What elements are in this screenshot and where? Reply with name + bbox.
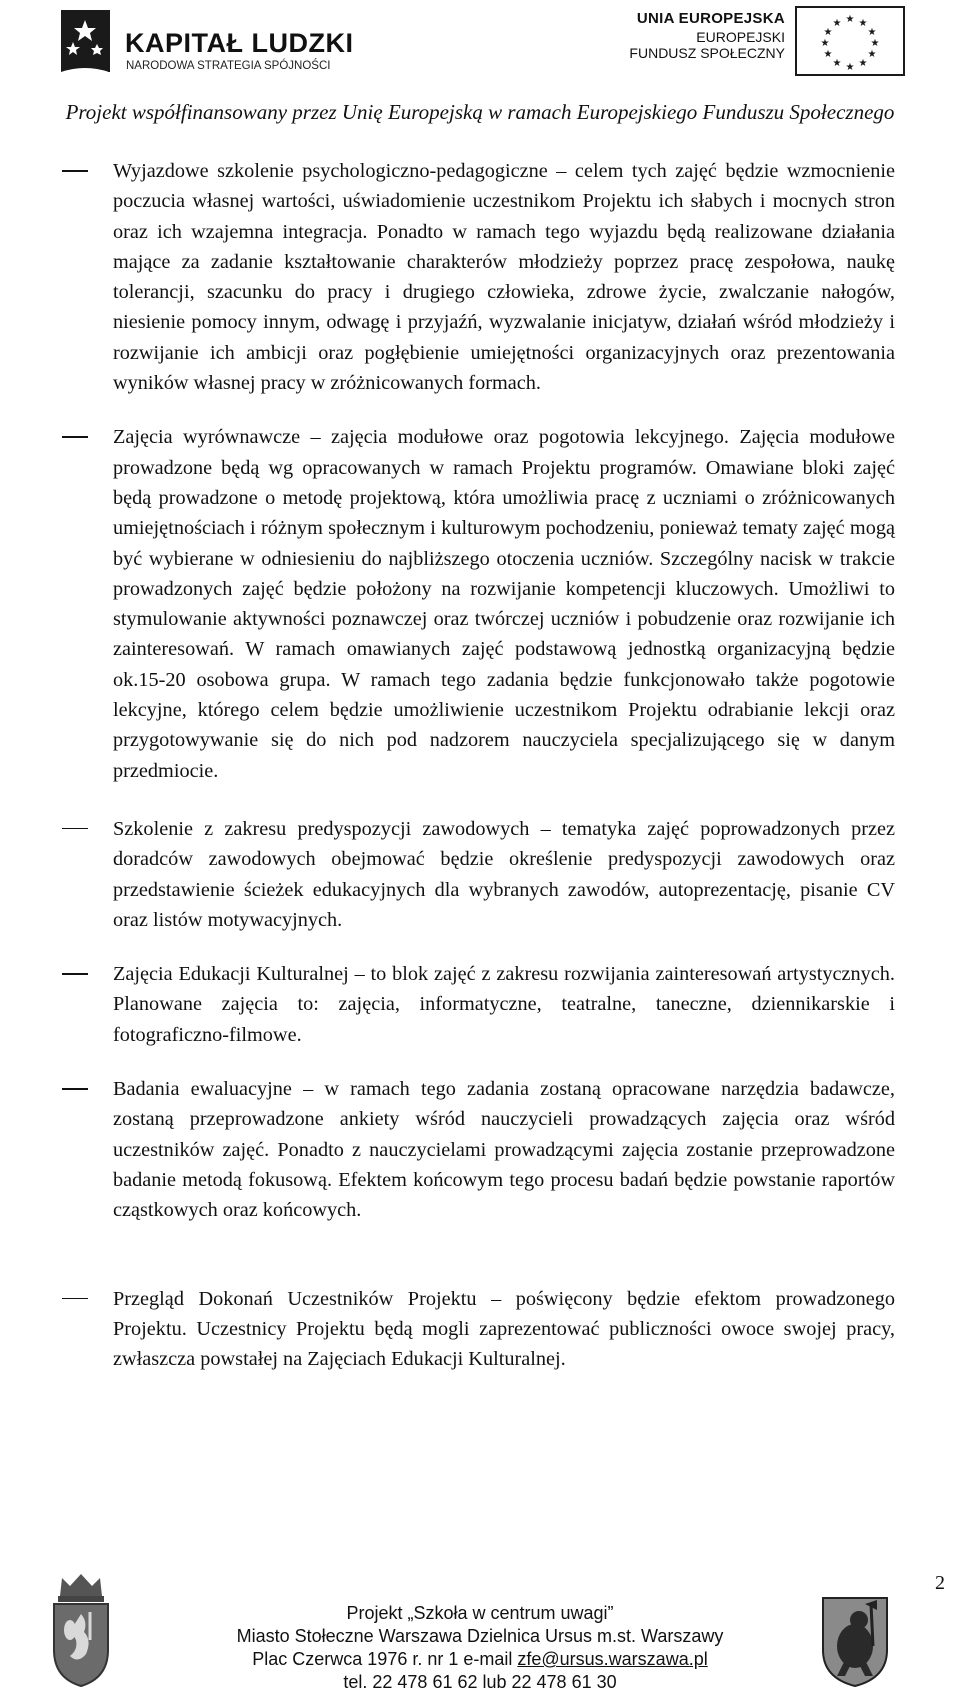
list-item [60, 814, 895, 935]
footer-phone: tel. 22 478 61 62 lub 22 478 61 30 [343, 1672, 617, 1692]
list-item [60, 1284, 895, 1375]
warsaw-crest-icon [40, 1570, 122, 1690]
cofinancing-note: Projekt współfinansowany przez Unię Europejską w ramach Europejskiego Funduszu Społecznego [65, 100, 895, 124]
list-item-text: Zajęcia wyrównawcze – zajęcia modułowe oraz pogotowia lekcyjnego. Zajęcia modułowe prowadzone będą wg opracowanych w ramach Projektu programów. Omawiane bloki zajęć będą prowadzone o metodę projektową, która umożliwia pracę z uczniami o zróżnicowanych umiejętnościach i różnym społecznym i kulturowym pochodzeniu, ponieważ tematy zajęć mogą być wybierane w odniesieniu do najbliższego otoczenia uczniów. Szczególny nacisk w trakcie prowadzonych zajęć będzie położony na rozwijanie kompetencji kluczowych. Umożliwi to stymulowanie aktywności poznawczej oraz twórczej uczniów i pobudzenie oraz rozwijanie ich zainteresowań. W ramach omawianych zajęć podstawową jednostką organizacyjną będzie ok.15-20 osobowa grupa. W ramach tego zadania będzie funkcjonowało także pogotowie lekcyjne, którego celem będzie umożliwienie uczestnikom Projektu odrabianie lekcji oraz przygotowywanie się do nich pod nadzorem nauczyciela specjalizującego się w danym przedmiocie. [113, 426, 895, 782]
eu-logo-line1: UNIA EUROPEJSKA [636, 10, 785, 27]
eu-logo [600, 6, 905, 76]
document-header [0, 0, 960, 124]
svg-text:★: ★ [832, 18, 842, 29]
eu-logo-line3: FUNDUSZ SPOŁECZNY [629, 45, 785, 61]
list-item [60, 1074, 895, 1225]
kapital-ludzki-logo [55, 6, 385, 76]
footer-contact [170, 1602, 790, 1694]
kapital-ludzki-subtitle: NARODOWA STRATEGIA SPÓJNOŚCI [126, 60, 331, 72]
footer-organization: Miasto Stołeczne Warszawa Dzielnica Ursus m.st. Warszawy [236, 1626, 724, 1646]
svg-text:★: ★ [823, 49, 833, 60]
kapital-ludzki-title: KAPITAŁ LUDZKI [125, 28, 354, 58]
footer-project-name: Projekt „Szkoła w centrum uwagi” [346, 1603, 614, 1623]
eu-logo-line2: EUROPEJSKI [696, 29, 785, 45]
list-item-text: Szkolenie z zakresu predyspozycji zawodowych – tematyka zajęć poprowadzonych przez doradców zawodowych obejmować będzie określenie predyspozycji zawodowych oraz przedstawienie ścieżek edukacyjnych dla wybranych zawodów, autoprezentację, pisanie CV oraz listów motywacyjnych. [113, 817, 895, 931]
page-number: 2 [935, 1572, 945, 1594]
eu-flag-icon [795, 6, 905, 76]
list-item-text: Zajęcia Edukacji Kulturalnej – to blok zajęć z zakresu rozwijania zainteresowań artystycznych. Planowane zajęcia to: zajęcia, informatyczne, teatralne, taneczne, dziennikarskie i fotograficzno-filmowe. [113, 963, 895, 1046]
svg-text:★: ★ [845, 14, 855, 25]
kapital-ludzki-flag-icon [55, 6, 117, 76]
footer-address-line [170, 1648, 790, 1671]
list-item [60, 959, 895, 1050]
footer-email-link[interactable]: zfe@ursus.warszawa.pl [517, 1649, 708, 1669]
list-item [60, 156, 895, 398]
svg-text:★: ★ [858, 58, 868, 69]
svg-text:★: ★ [832, 58, 842, 69]
document-footer [0, 1570, 960, 1694]
svg-text:★: ★ [845, 62, 855, 73]
svg-text:★: ★ [867, 49, 877, 60]
list-item [60, 422, 895, 786]
document-body [60, 156, 895, 1374]
eu-logo-text [629, 10, 785, 61]
ursus-crest-icon [815, 1590, 895, 1690]
svg-text:★: ★ [867, 27, 877, 38]
list-item-text: Wyjazdowe szkolenie psychologiczno-pedagogiczne – celem tych zajęć będzie wzmocnienie poczucia własnej wartości, uświadomienie uczestnikom Projektu ich słabych i mocnych stron oraz ich wzajemna integracja. Ponadto w ramach tego wyjazdu będą realizowane działania mające za zadanie kształtowanie charakterów młodzieży poprzez pracę zespołowa, naukę tolerancji, szacunku do pracy i drugiego człowieka, zdrowe życie, zwalczanie nałogów, niesienie pomocy innym, odwagę i przyjaźń, wyzwalanie inicjatyw, działań wśród młodzieży i rozwijanie ich ambicji oraz pogłębienie umiejętności organizacyjnych oraz prezentowania wyników własnej pracy w zróżnicowanych formach. [113, 160, 895, 395]
svg-text:★: ★ [870, 38, 880, 49]
list-item-text: Przegląd Dokonań Uczestników Projektu – poświęcony będzie efektom prowadzonego Projektu. Uczestnicy Projektu będą mogli zaprezentować publiczności owoce swojej pracy, zwłaszcza powstałej na Zajęciach Edukacji Kulturalnej. [113, 1287, 895, 1371]
footer-address: Plac Czerwca 1976 r. nr 1 e-mail [252, 1649, 518, 1669]
svg-text:★: ★ [820, 38, 830, 49]
svg-text:★: ★ [858, 18, 868, 29]
list-item-text: Badania ewaluacyjne – w ramach tego zadania zostaną opracowane narzędzia badawcze, zostaną przeprowadzone ankiety wśród nauczycieli prowadzących zajęcia oraz wśród uczestników zajęć. Ponadto z nauczycielami prowadzącymi zajęcia zostanie przeprowadzone badanie metodą fokusową. Efektem końcowym tego procesu badań będzie powstanie raportów cząstkowych oraz końcowych. [113, 1078, 895, 1222]
svg-text:★: ★ [823, 27, 833, 38]
